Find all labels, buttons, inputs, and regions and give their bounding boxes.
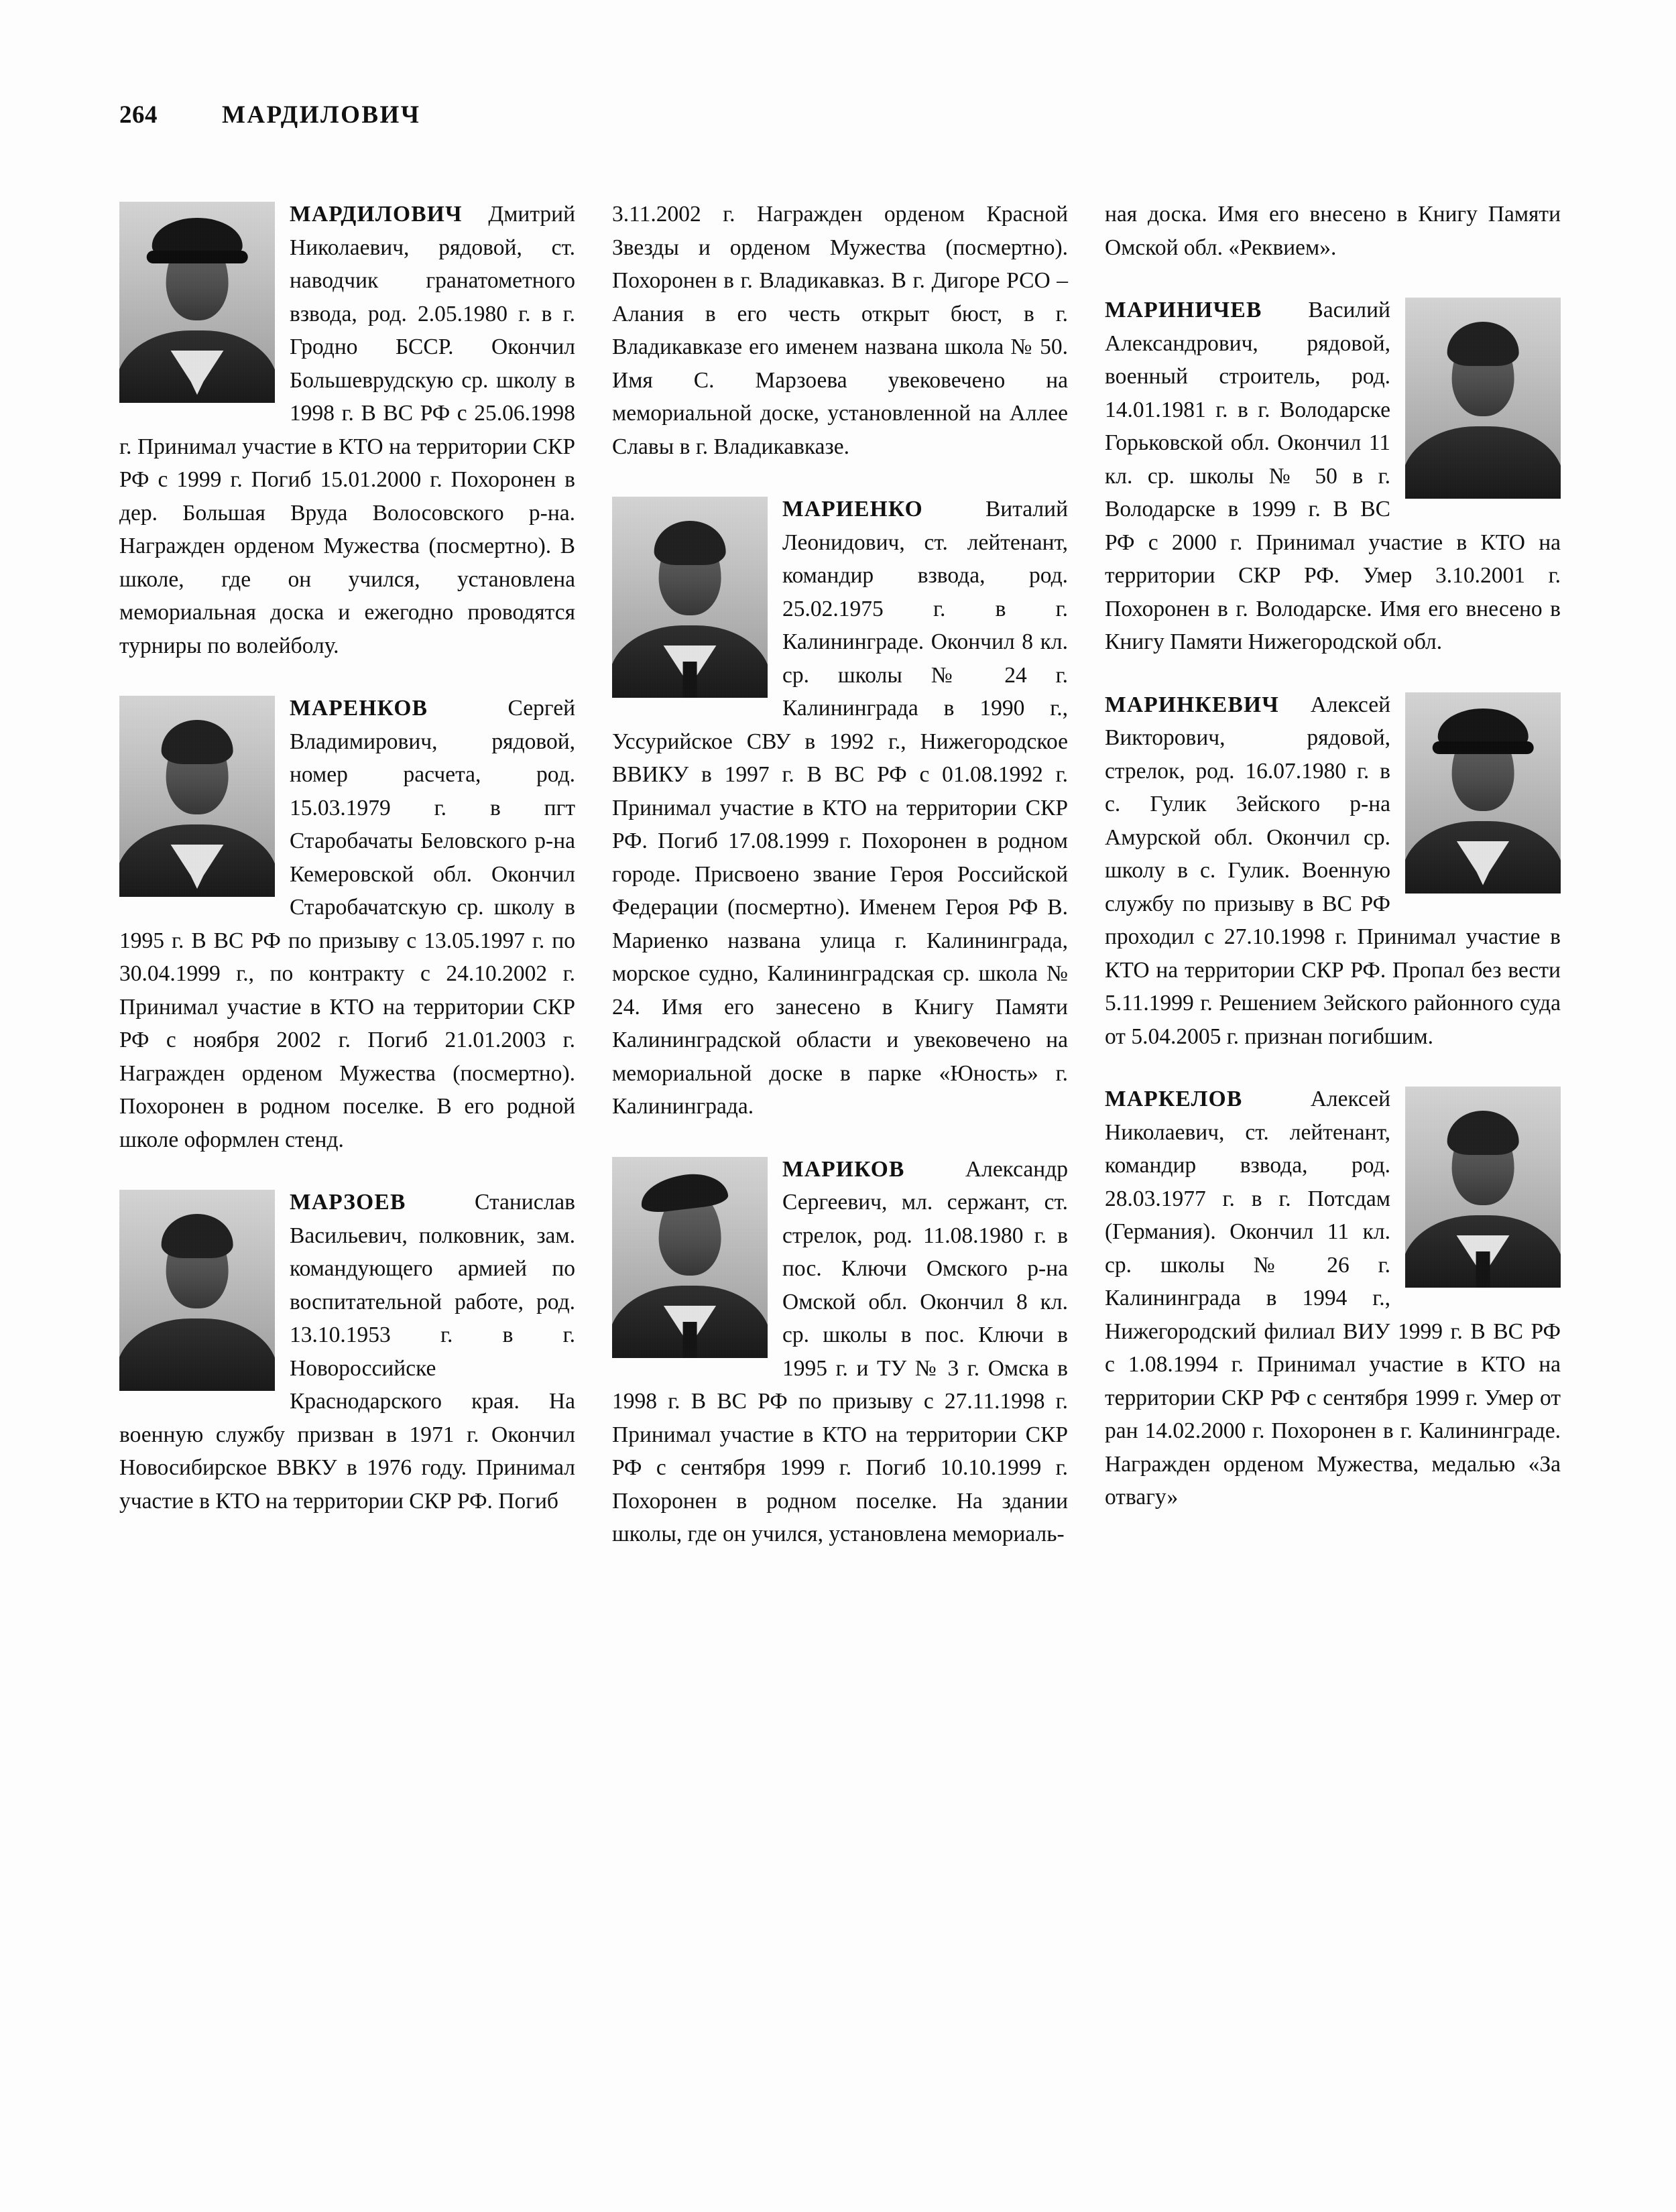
entry-text: Алексей Николаевич, ст. лейтенант, командир взвода, род. 28.03.1977 г. в г. Потсдам (Германия). Окончил 11 кл. ср. школы № 26 г. Калининграда в 1994 г., Нижегородский филиал ВИУ 1999 г. В ВС РФ с 1.08.1994 г. Принимал участие в КТО на территории СКР РФ с сентября 1999 г. Умер от ран 14.02.2000 г. Похоронен в г. Калининграде. Награжден орденом Мужества, медалью «За отвагу» [1105, 1087, 1561, 1510]
running-head: МАРДИЛОВИЧ [222, 101, 421, 129]
entry-surname: МАРЕНКОВ [290, 696, 428, 721]
dictionary-entry [1105, 1083, 1561, 1514]
dictionary-entry [612, 493, 1068, 1123]
dictionary-entry-continuation [612, 198, 1068, 463]
entry-text: Дмитрий Николаевич, рядовой, ст. наводчик гранатометного взвода, род. 2.05.1980 г. в г. Гродно БССР. Окончил Большеврудскую ср. школу в 1998 г. В ВС РФ с 25.06.1998 г. Принимал участие в КТО на территории СКР РФ с 1999 г. Погиб 15.01.2000 г. Похоронен в дер. Большая Вруда Волосовского р-на. Награжден орденом Мужества (посмертно). В школе, где он учился, установлена мемориальная доска и ежегодно проводятся турниры по волейболу. [119, 202, 575, 658]
entry-text: Алексей Викторович, рядовой, стрелок, род. 16.07.1980 г. в с. Гулик Зейского р-на Амурской обл. Окончил ср. школу в с. Гулик. Военную службу по призыву в ВС РФ проходил с 27.10.1998 г. Принимал участие в КТО на территории СКР РФ. Пропал без вести 5.11.1999 г. Решением Зейского районного суда от 5.04.2005 г. признан погибшим. [1105, 692, 1561, 1049]
dictionary-entry [1105, 688, 1561, 1054]
dictionary-entry-continuation [1105, 198, 1561, 264]
entry-text: ная доска. Имя его внесено в Книгу Памяти Омской обл. «Реквием». [1105, 202, 1561, 260]
entry-text: Александр Сергеевич, мл. сержант, ст. стрелок, род. 11.08.1980 г. в пос. Ключи Омского р-на Омской обл. Окончил 8 кл. ср. школы в пос. Ключи в 1995 г. и ТУ № 3 г. Омска в 1998 г. В ВС РФ по призыву с 27.11.1998 г. Принимал участие в КТО на территории СКР РФ с сентября 1999 г. Погиб 10.10.1999 г. Похоронен в родном поселке. На здании школы, где он учился, установлена мемориаль- [612, 1156, 1068, 1546]
entry-surname: МАРЗОЕВ [290, 1190, 406, 1215]
dictionary-entry [612, 1153, 1068, 1551]
portrait-photo [119, 696, 275, 897]
entry-surname: МАРДИЛОВИЧ [290, 202, 463, 227]
portrait-photo [1405, 692, 1561, 894]
entry-surname: МАРИЕНКО [782, 497, 923, 521]
portrait-photo [612, 1157, 768, 1358]
dictionary-entry [119, 198, 575, 662]
portrait-photo [612, 497, 768, 698]
entry-text: Виталий Леонидович, ст. лейтенант, командир взвода, род. 25.02.1975 г. в г. Калининграде. Окончил 8 кл. ср. школы № 24 г. Калининграда в 1990 г., Уссурийское СВУ в 1992 г., Нижегородское ВВИКУ в 1997 г. В ВС РФ с 01.08.1992 г. Принимал участие в КТО на территории СКР РФ. Погиб 17.08.1999 г. Похоронен в родном городе. Присвоено звание Героя Российской Федерации (посмертно). Именем Героя РФ В. Мариенко названа улица г. Калининграда, морское судно, Калининградская ср. школа № 24. Имя его занесено в Книгу Памяти Калининградской области и увековечено на мемориальной доске в парке «Юность» г. Калининграда. [612, 497, 1068, 1119]
portrait-photo [119, 1190, 275, 1391]
column-2 [612, 198, 1068, 1581]
text-columns [119, 198, 1561, 1581]
page-number: 264 [119, 101, 158, 129]
entry-surname: МАРИНИЧЕВ [1105, 298, 1262, 322]
page-header [119, 101, 1554, 133]
entry-surname: МАРКЕЛОВ [1105, 1087, 1243, 1111]
entry-surname: МАРИКОВ [782, 1156, 905, 1182]
entry-surname: МАРИНКЕВИЧ [1105, 692, 1280, 717]
portrait-photo [1405, 1087, 1561, 1288]
entry-text: Василий Александрович, рядовой, военный строитель, род. 14.01.1981 г. в г. Володарске Горьковской обл. Окончил 11 кл. ср. школы № 50 в г. Володарске в 1999 г. В ВС РФ с 2000 г. Принимал участие в КТО на территории СКР РФ. Умер 3.10.2001 г. Похоронен в г. Володарске. Имя его внесено в Книгу Памяти Нижегородской обл. [1105, 298, 1561, 654]
portrait-photo [1405, 298, 1561, 499]
entry-text: Сергей Владимирович, рядовой, номер расчета, род. 15.03.1979 г. в пгт Старобачаты Беловского р-на Кемеровской обл. Окончил Старобачатскую ср. школу в 1995 г. В ВС РФ по призыву с 13.05.1997 г. по 30.04.1999 г., по контракту с 24.10.2002 г. Принимал участие в КТО на территории СКР РФ с ноября 2002 г. Погиб 21.01.2003 г. Награжден орденом Мужества (посмертно). Похоронен в родном поселке. В его родной школе оформлен стенд. [119, 696, 575, 1152]
dictionary-entry [1105, 294, 1561, 659]
dictionary-entry [119, 692, 575, 1156]
dictionary-entry [119, 1186, 575, 1518]
entry-text: 3.11.2002 г. Награжден орденом Красной Звезды и орденом Мужества (посмертно). Похоронен в г. Владикавказ. В г. Дигоре РСО – Алания в его честь открыт бюст, в г. Владикавказе его именем названа школа № 50. Имя С. Марзоева увековечено на мемориальной доске, установленной на Аллее Славы в г. Владикавказе. [612, 202, 1068, 459]
column-3 [1105, 198, 1561, 1581]
entry-text: Станислав Васильевич, полковник, зам. командующего армией по воспитательной работе, род. 13.10.1953 г. в г. Новороссийске Краснодарского края. На военную службу призван в 1971 г. Окончил Новосибирское ВВКУ в 1976 году. Принимал участие в КТО на территории СКР РФ. Погиб [119, 1190, 575, 1514]
portrait-photo [119, 202, 275, 403]
column-1 [119, 198, 575, 1581]
